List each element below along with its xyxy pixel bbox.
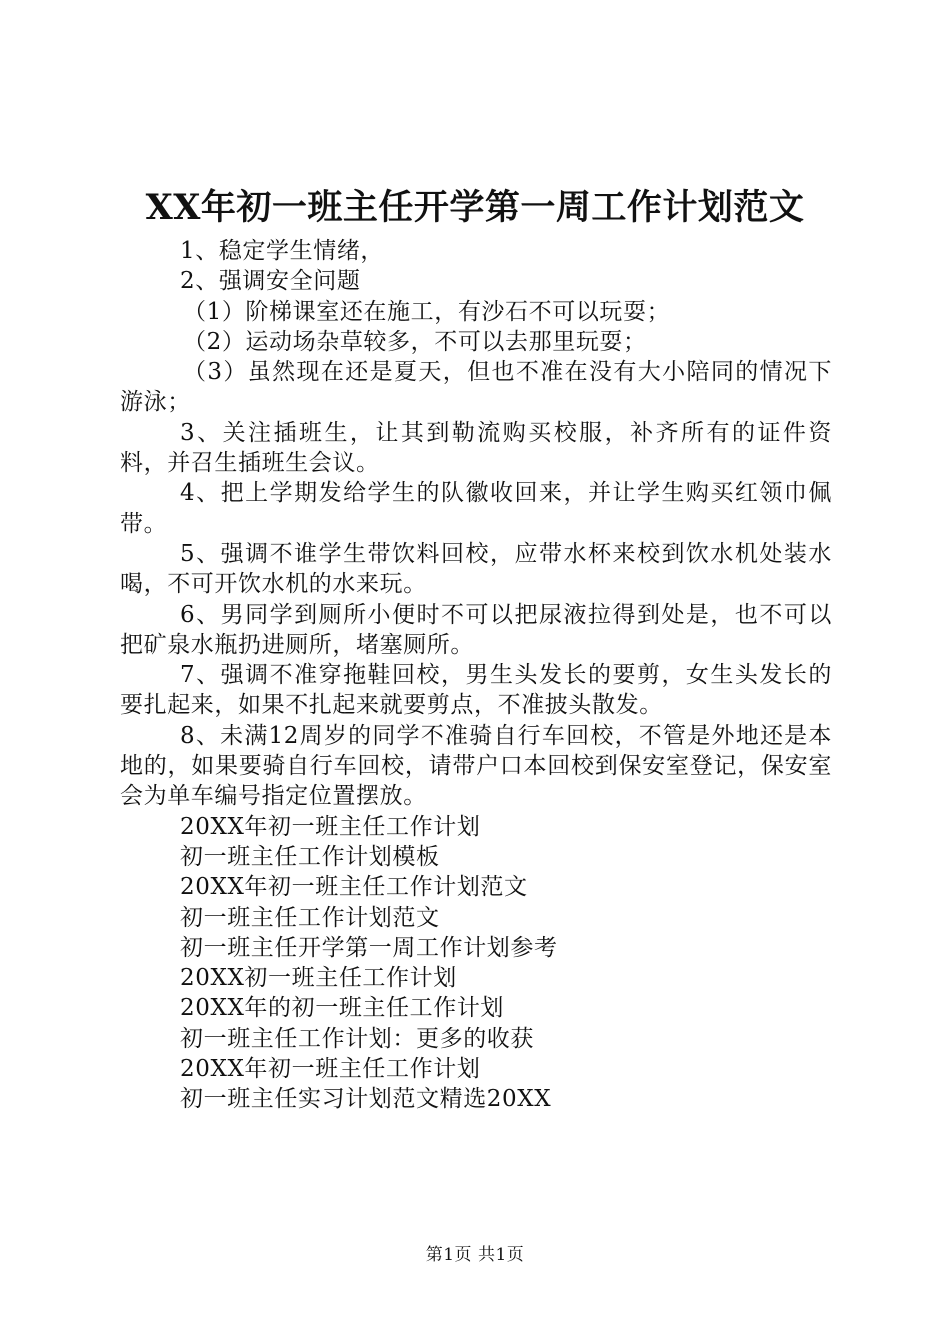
paragraph-2-item-3: （3）虽然现在还是夏天，但也不准在没有大小陪同的情况下游泳； <box>120 359 832 416</box>
related-link[interactable]: 初一班主任工作计划模板 <box>180 843 440 870</box>
related-link[interactable]: 20XX年初一班主任工作计划 <box>180 813 481 840</box>
paragraph-3: 3、关注插班生，让其到勒流购买校服，补齐所有的证件资料，并召生插班生会议。 <box>120 419 832 477</box>
paragraph-2: 2、强调安全问题 <box>180 268 361 295</box>
related-link[interactable]: 初一班主任开学第一周工作计划参考 <box>180 934 558 961</box>
related-link[interactable]: 20XX初一班主任工作计划 <box>180 965 457 992</box>
related-link[interactable]: 20XX年的初一班主任工作计划 <box>180 995 505 1022</box>
page-footer: 第1页 共1页 <box>425 1245 525 1265</box>
paragraph-2-item-2: （2）运动场杂草较多，不可以去那里玩耍； <box>183 328 647 355</box>
related-links-list <box>120 812 832 1115</box>
related-link[interactable]: 初一班主任工作计划：更多的收获 <box>180 1025 534 1052</box>
paragraph-6: 6、男同学到厕所小便时不可以把尿液拉得到处是，也不可以把矿泉水瓶扔进厕所，堵塞厕所。 <box>120 601 832 658</box>
paragraph-7: 7、强调不准穿拖鞋回校，男生头发长的要剪，女生头发长的要扎起来，如果不扎起来就要剪点，不准披头散发。 <box>120 662 832 719</box>
paragraph-1: 1、稳定学生情绪， <box>180 238 385 264</box>
paragraph-2-item-1: （1）阶梯课室还在施工，有沙石不可以玩耍； <box>183 298 671 325</box>
paragraph-5: 5、强调不谁学生带饮料回校，应带水杯来校到饮水机处装水喝，不可开饮水机的水来玩。 <box>120 540 832 598</box>
related-link[interactable]: 初一班主任实习计划范文精选20XX <box>180 1086 552 1113</box>
related-link[interactable]: 20XX年初一班主任工作计划范文 <box>180 874 528 901</box>
related-link[interactable]: 初一班主任工作计划范文 <box>180 904 440 931</box>
paragraph-8: 8、未满12周岁的同学不准骑自行车回校，不管是外地还是本地的，如果要骑自行车回校，请带户口本回校到保安室登记，保安室会为单车编号指定位置摆放。 <box>120 722 832 810</box>
document-body <box>120 236 832 1115</box>
related-link[interactable]: 20XX年初一班主任工作计划 <box>180 1056 481 1083</box>
paragraph-4: 4、把上学期发给学生的队徽收回来，并让学生购买红领巾佩带。 <box>120 480 832 537</box>
document-title: XX年初一班主任开学第一周工作计划范文 <box>145 187 805 228</box>
